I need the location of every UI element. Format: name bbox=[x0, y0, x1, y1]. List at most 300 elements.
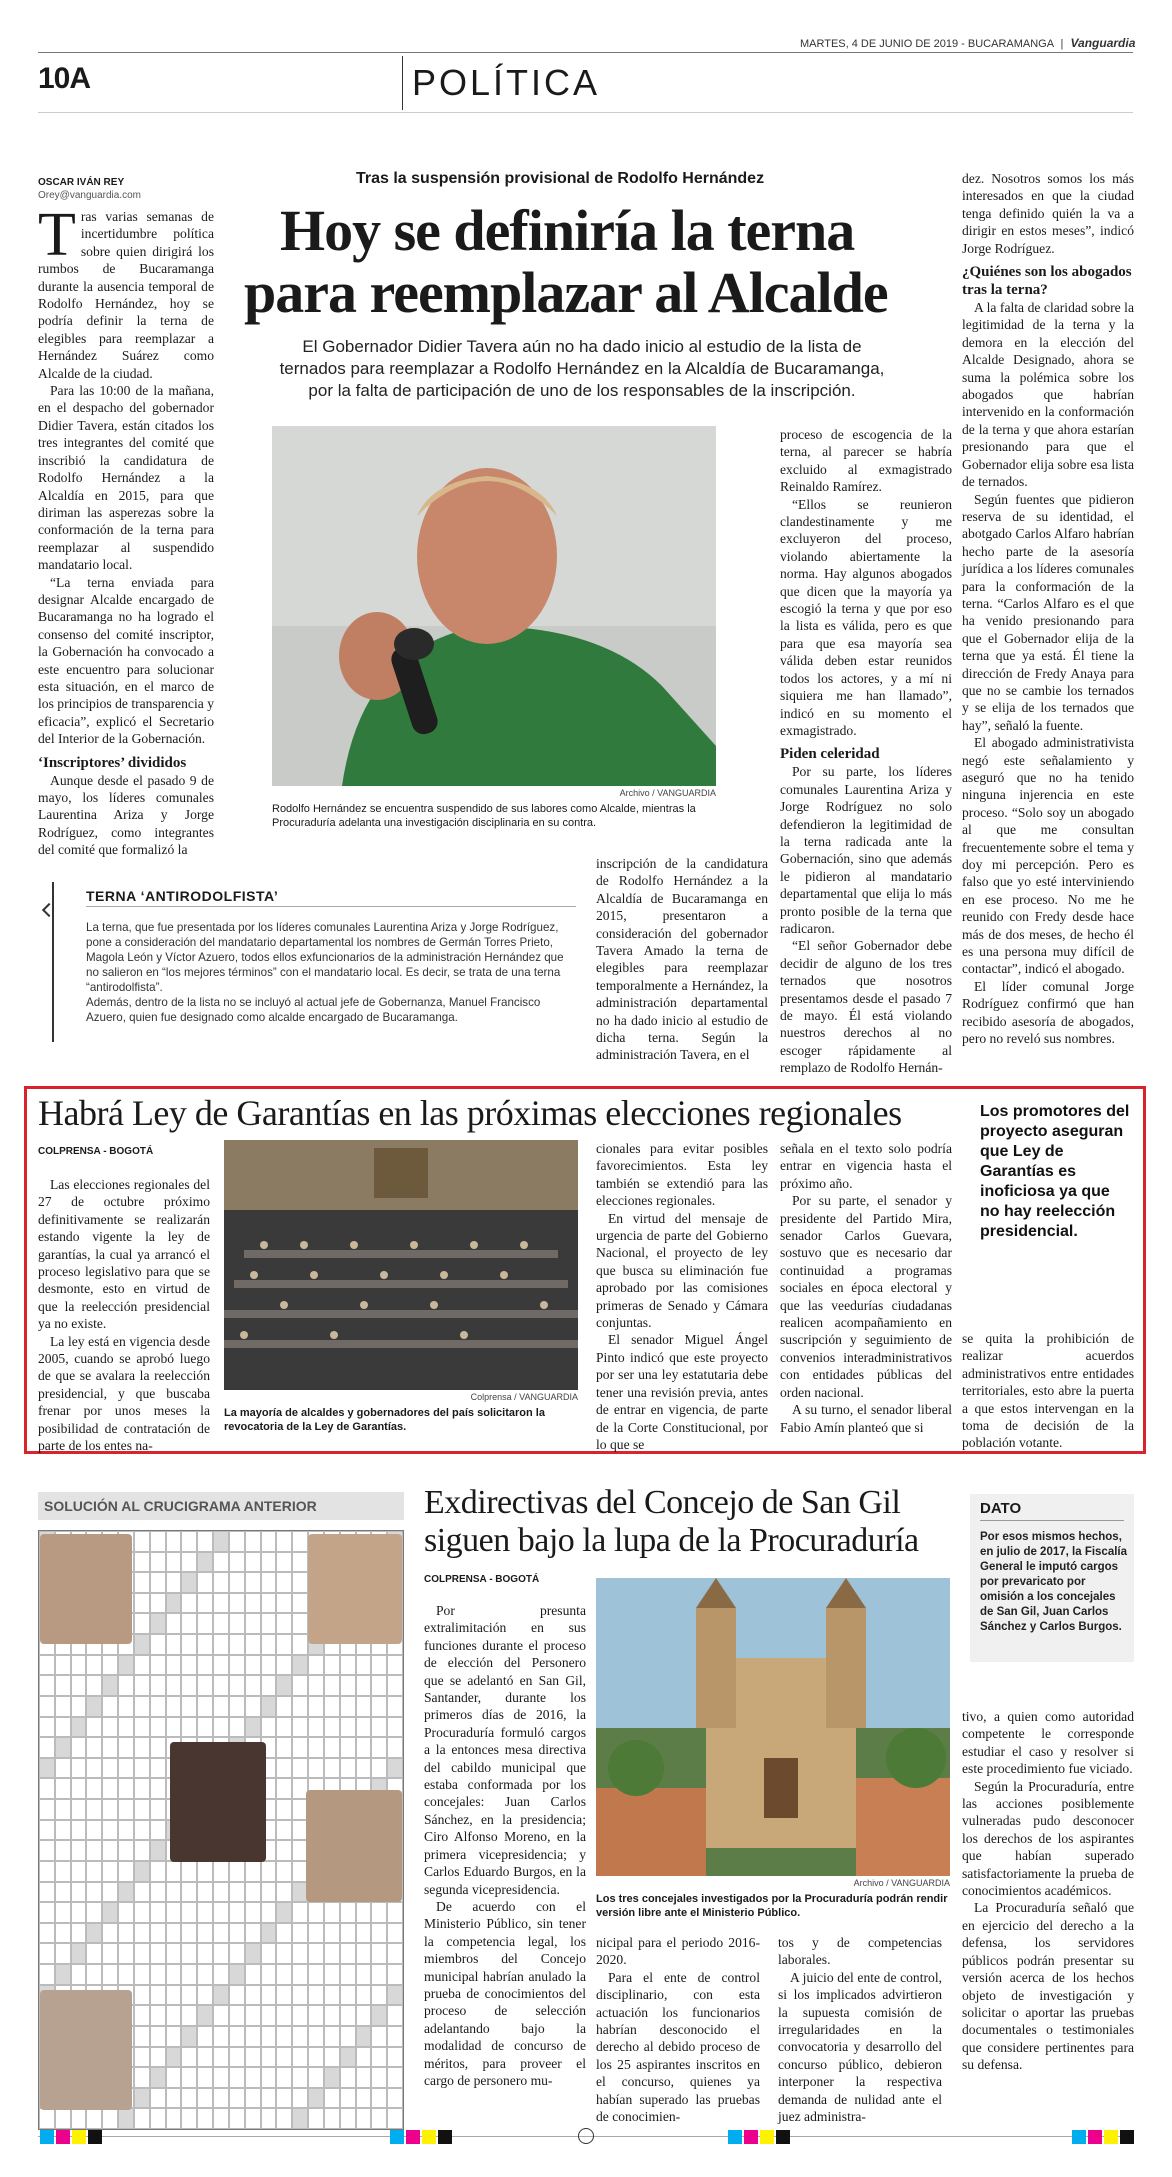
crossword-cell bbox=[292, 2047, 308, 2068]
crossword-cell bbox=[213, 1531, 229, 1552]
crossword-cell bbox=[213, 1861, 229, 1882]
crossword-cell bbox=[118, 1655, 134, 1676]
crossword-cell bbox=[371, 1696, 387, 1717]
crossword-cell bbox=[150, 1675, 166, 1696]
crossword-cell bbox=[371, 2047, 387, 2068]
crossword-cell bbox=[39, 1882, 55, 1903]
crossword-cell bbox=[71, 1923, 87, 1944]
crossword-cell bbox=[134, 1964, 150, 1985]
crossword-cell bbox=[356, 1985, 372, 2006]
crossword-cell bbox=[245, 1717, 261, 1738]
crossword-cell bbox=[39, 1675, 55, 1696]
crossword-cell bbox=[134, 1552, 150, 1573]
crossword-cell bbox=[229, 2108, 245, 2129]
crossword-cell bbox=[134, 2005, 150, 2026]
san-gil-photo-image bbox=[596, 1578, 950, 1876]
crossword-cell bbox=[229, 2088, 245, 2109]
crossword-cell bbox=[213, 1985, 229, 2006]
crossword-cell bbox=[292, 1964, 308, 1985]
crossword-cell bbox=[166, 2005, 182, 2026]
crossword-cell bbox=[55, 2108, 71, 2129]
crossword-cell bbox=[213, 1572, 229, 1593]
paragraph: En virtud del mensaje de urgencia de parte del Gobierno Nacional, el proyecto de ley que busca su eliminación fue aprobado por las comisiones primeras de Senado y Cámara conjuntas. bbox=[596, 1210, 768, 1331]
dato-rule bbox=[980, 1520, 1124, 1521]
crossword-cell bbox=[197, 1675, 213, 1696]
crossword-cell bbox=[387, 2005, 403, 2026]
crossword-cell bbox=[150, 1861, 166, 1882]
crossword-cell bbox=[118, 1696, 134, 1717]
crossword-cell bbox=[150, 1572, 166, 1593]
paragraph: cionales para evitar posibles favorecimientos. Esta ley también se extendió para las elecciones regionales. bbox=[596, 1141, 768, 1209]
crossword-cell bbox=[213, 2067, 229, 2088]
crossword-portrait-4 bbox=[306, 1790, 402, 1902]
crossword-cell bbox=[181, 2108, 197, 2129]
crossword-cell bbox=[166, 2047, 182, 2068]
crossword-cell bbox=[387, 1717, 403, 1738]
crossword-cell bbox=[371, 1923, 387, 1944]
crossword-cell bbox=[340, 1758, 356, 1779]
headline-line-2: siguen bajo la lupa de la Procuraduría bbox=[424, 1522, 919, 1559]
crossword-cell bbox=[356, 2108, 372, 2129]
headline-line-1: Hoy se definiría la terna bbox=[280, 198, 855, 263]
crossword-cell bbox=[229, 1675, 245, 1696]
crossword-cell bbox=[292, 1675, 308, 1696]
crossword-cell bbox=[213, 2088, 229, 2109]
header-rule-bottom bbox=[38, 112, 1133, 113]
crossword-cell bbox=[166, 1882, 182, 1903]
crossword-cell bbox=[371, 1964, 387, 1985]
crossword-cell bbox=[71, 2108, 87, 2129]
crossword-cell bbox=[150, 1758, 166, 1779]
crossword-cell bbox=[213, 1923, 229, 1944]
crossword-cell bbox=[356, 1696, 372, 1717]
crossword-cell bbox=[134, 1737, 150, 1758]
crossword-cell bbox=[150, 2026, 166, 2047]
crossword-portrait-5 bbox=[40, 1990, 132, 2110]
congress-photo bbox=[224, 1140, 578, 1390]
crossword-cell bbox=[292, 1696, 308, 1717]
article1-photo-caption: Rodolfo Hernández se encuentra suspendido de sus labores como Alcalde, mientras la Procuraduría adelanta una investigación disciplinaria en su contra. bbox=[272, 803, 696, 829]
subhead: Piden celeridad bbox=[780, 746, 880, 763]
crossword-cell bbox=[102, 1943, 118, 1964]
crossword-cell bbox=[134, 2026, 150, 2047]
article2-column-3 bbox=[596, 1140, 768, 1453]
crossword-cell bbox=[308, 2088, 324, 2109]
crossword-cell bbox=[245, 1613, 261, 1634]
crossword-cell bbox=[276, 2026, 292, 2047]
crossword-cell bbox=[245, 1593, 261, 1614]
paragraph: dez. Nosotros somos los más interesados en que la ciudad tenga definido quién la va a dirigir en estos meses”, indicó Jorge Rodríguez. bbox=[962, 171, 1134, 256]
crossword-cell bbox=[245, 1943, 261, 1964]
crossword-cell bbox=[387, 2047, 403, 2068]
crossword-cell bbox=[166, 1613, 182, 1634]
crossword-cell bbox=[39, 1861, 55, 1882]
crossword-cell bbox=[308, 1902, 324, 1923]
crossword-cell bbox=[134, 1758, 150, 1779]
crossword-cell bbox=[261, 1593, 277, 1614]
article2-column-1 bbox=[38, 1176, 210, 1455]
crossword-cell bbox=[102, 1717, 118, 1738]
crossword-cell bbox=[245, 1531, 261, 1552]
crossword-cell bbox=[118, 1737, 134, 1758]
crossword-cell bbox=[340, 1696, 356, 1717]
crossword-cell bbox=[213, 1696, 229, 1717]
crossword-cell bbox=[197, 1655, 213, 1676]
crossword-cell bbox=[276, 1717, 292, 1738]
paragraph: Por presunta extralimitación en sus funciones durante el proceso de elección del Personero que se adelantó en San Gil, Santander, durante los primeros días de 2016, la Procuraduría formuló cargos a la entonces mesa directiva del cabildo municipal que estaba conformada por los concejales: Juan Carlos Sánchez, en la presidencia; Ciro Alfonso Moreno, en la primera vicepresidencia; y Carlos Eduardo Burgos, en la segunda vicepresidencia. bbox=[424, 1603, 586, 1897]
crossword-cell bbox=[340, 1737, 356, 1758]
article3-headline bbox=[424, 1484, 984, 1560]
crossword-cell bbox=[197, 1861, 213, 1882]
article3-column-2 bbox=[596, 1934, 760, 2125]
crossword-cell bbox=[324, 2067, 340, 2088]
crossword-cell bbox=[181, 1923, 197, 1944]
crossword-cell bbox=[166, 2026, 182, 2047]
crossword-cell bbox=[324, 1985, 340, 2006]
section-title: POLÍTICA bbox=[412, 62, 601, 103]
crossword-cell bbox=[276, 1531, 292, 1552]
crossword-cell bbox=[245, 1923, 261, 1944]
crossword-cell bbox=[245, 1634, 261, 1655]
crossword-cell bbox=[118, 1778, 134, 1799]
paragraph: “Ellos se reunieron clandestinamente y me excluyeron del proceso, violando abiertamente la norma. Hay algunos abogados que dicen que la mayoría ya escogió la terna y que por eso la lista es válida, pero es que para que esa mayoría sea válida deben estar reunidos todos los actores, y a mí ni siquiera me han llamado”, indicó en su momento el exmagistrado. bbox=[780, 496, 952, 738]
crossword-cell bbox=[166, 1531, 182, 1552]
crossword-cell bbox=[356, 2067, 372, 2088]
crossword-cell bbox=[276, 1634, 292, 1655]
crossword-cell bbox=[356, 1902, 372, 1923]
article3-byline: COLPRENSA - BOGOTÁ bbox=[424, 1574, 540, 1585]
crossword-cell bbox=[308, 2108, 324, 2129]
crossword-cell bbox=[150, 1820, 166, 1841]
cmyk-swatch-black bbox=[776, 2130, 790, 2144]
cmyk-swatch-black bbox=[438, 2130, 452, 2144]
crossword-cell bbox=[261, 1634, 277, 1655]
crossword-cell bbox=[39, 1717, 55, 1738]
article2-byline: COLPRENSA - BOGOTÁ bbox=[38, 1146, 154, 1157]
crossword-cell bbox=[324, 1923, 340, 1944]
crossword-cell bbox=[276, 2005, 292, 2026]
crossword-cell bbox=[118, 2108, 134, 2129]
crossword-cell bbox=[324, 1943, 340, 1964]
crossword-cell bbox=[150, 1634, 166, 1655]
crossword-cell bbox=[229, 1964, 245, 1985]
paragraph: Para las 10:00 de la mañana, en el despacho del gobernador Didier Tavera, están citados los tres integrantes del comité que inscribió la candidatura de Rodolfo Hernández a la Alcaldía en 2015, para que diriman las asperezas sobre la conformación de la terna para reemplazar al suspendido mandatario local. bbox=[38, 383, 214, 573]
crossword-cell bbox=[261, 1655, 277, 1676]
crossword-cell bbox=[166, 2108, 182, 2129]
crossword-cell bbox=[387, 2108, 403, 2129]
crossword-cell bbox=[387, 2088, 403, 2109]
terna-box-title: TERNA ‘ANTIRODOLFISTA’ bbox=[86, 888, 279, 904]
paragraph: Por su parte, los líderes comunales Laurentina Ariza y Jorge Rodríguez no solo defendieron la legitimidad de la terna radicada ante la Gobernación, sino que además le pidieron al mandatario departamental que elija lo más pronto posible de la terna que radicaron. bbox=[780, 764, 952, 936]
article2-headline: Habrá Ley de Garantías en las próximas elecciones regionales bbox=[38, 1093, 902, 1133]
article2-column-5: se quita la prohibición de realizar acuerdos administrativos entre entidades territoriales, esto abre la puerta a que estos intervengan en la toma de decisión de la población votante. bbox=[962, 1331, 1134, 1451]
crossword-cell bbox=[387, 1902, 403, 1923]
crossword-cell bbox=[229, 1613, 245, 1634]
crossword-cell bbox=[371, 1675, 387, 1696]
crossword-cell bbox=[276, 1902, 292, 1923]
crossword-portrait-1 bbox=[40, 1534, 132, 1644]
paragraph: El abogado administrativista negó este señalamiento y aseguró que no ha tenido ninguna injerencia en este proceso. “Solo soy un abogado al que me consultan frecuentemente sobre el tema y doy mi percepción. Pero es falso que yo esté interviniendo en ese proceso. No me he reunido con Fredy desde hace más de dos meses, de hecho él es una persona muy difícil de contactar”, indicó el abogado. bbox=[962, 735, 1134, 977]
crossword-cell bbox=[245, 1882, 261, 1903]
crossword-cell bbox=[197, 1552, 213, 1573]
crossword-cell bbox=[197, 1572, 213, 1593]
crossword-cell bbox=[118, 1923, 134, 1944]
crossword-cell bbox=[308, 2026, 324, 2047]
crossword-cell bbox=[134, 1861, 150, 1882]
crossword-cell bbox=[150, 2108, 166, 2129]
crossword-cell bbox=[150, 1943, 166, 1964]
crossword-cell bbox=[324, 1964, 340, 1985]
crossword-cell bbox=[276, 1923, 292, 1944]
crossword-cell bbox=[71, 1861, 87, 1882]
crossword-cell bbox=[276, 1799, 292, 1820]
crossword-cell bbox=[229, 1923, 245, 1944]
crossword-cell bbox=[166, 1696, 182, 1717]
crossword-cell bbox=[166, 2088, 182, 2109]
crossword-cell bbox=[356, 1758, 372, 1779]
crossword-cell bbox=[229, 1552, 245, 1573]
cmyk-swatch-black bbox=[88, 2130, 102, 2144]
crossword-cell bbox=[229, 1655, 245, 1676]
crossword-cell bbox=[276, 2047, 292, 2068]
crossword-cell bbox=[150, 1552, 166, 1573]
paragraph: Por su parte, el senador y presidente del Partido Mira, senador Carlos Guevara, sostuvo que es necesario dar continuidad a programas sociales en época electoral y que las veedurías ciudadanas realicen acompañamiento en suscripción y seguimiento de convenios interadministrativos con entidades públicas del orden nacional. bbox=[780, 1193, 952, 1400]
crossword-cell bbox=[86, 1964, 102, 1985]
crossword-cell bbox=[276, 1696, 292, 1717]
crossword-cell bbox=[102, 1758, 118, 1779]
cmyk-swatch-magenta bbox=[1088, 2130, 1102, 2144]
crossword-cell bbox=[308, 1696, 324, 1717]
crossword-cell bbox=[371, 1655, 387, 1676]
crossword-cell bbox=[71, 1799, 87, 1820]
crossword-cell bbox=[324, 1696, 340, 1717]
crossword-cell bbox=[261, 2108, 277, 2129]
crossword-cell bbox=[324, 2108, 340, 2129]
crossword-cell bbox=[55, 1799, 71, 1820]
crossword-cell bbox=[245, 1861, 261, 1882]
crossword-cell bbox=[118, 1882, 134, 1903]
crossword-cell bbox=[292, 1572, 308, 1593]
crossword-cell bbox=[387, 1655, 403, 1676]
crossword-cell bbox=[245, 1696, 261, 1717]
crossword-cell bbox=[229, 1861, 245, 1882]
crossword-cell bbox=[55, 1696, 71, 1717]
crossword-cell bbox=[276, 1552, 292, 1573]
crossword-cell bbox=[276, 1985, 292, 2006]
crossword-cell bbox=[371, 2005, 387, 2026]
article1-headline bbox=[244, 200, 944, 324]
crossword-cell bbox=[213, 1655, 229, 1676]
crossword-cell bbox=[150, 1655, 166, 1676]
crossword-cell bbox=[213, 2047, 229, 2068]
crossword-cell bbox=[276, 1820, 292, 1841]
crossword-cell bbox=[213, 1634, 229, 1655]
crossword-cell bbox=[387, 1985, 403, 2006]
dato-text: Por esos mismos hechos, en julio de 2017, la Fiscalía General le imputó cargos por prevaricato por omisión a los concejales de San Gil, Juan Carlos Sánchez y Carlos Burgos. bbox=[980, 1531, 1128, 1633]
crossword-cell bbox=[86, 1882, 102, 1903]
crossword-cell bbox=[197, 1943, 213, 1964]
crossword-cell bbox=[229, 1985, 245, 2006]
crossword-cell bbox=[134, 2108, 150, 2129]
crossword-cell bbox=[292, 1943, 308, 1964]
crossword-cell bbox=[181, 1675, 197, 1696]
crossword-cell bbox=[292, 1655, 308, 1676]
crossword-cell bbox=[387, 2026, 403, 2047]
crossword-cell bbox=[150, 1923, 166, 1944]
crossword-cell bbox=[102, 1799, 118, 1820]
crossword-cell bbox=[276, 2108, 292, 2129]
crossword-cell bbox=[118, 1799, 134, 1820]
crossword-cell bbox=[261, 1902, 277, 1923]
crossword-cell bbox=[197, 1613, 213, 1634]
crossword-cell bbox=[39, 1923, 55, 1944]
crossword-cell bbox=[213, 1943, 229, 1964]
article3-photo-caption: Los tres concejales investigados por la Procuraduría podrán rendir versión libre ante el Ministerio Público. bbox=[596, 1893, 948, 1919]
crossword-cell bbox=[229, 2005, 245, 2026]
crossword-cell bbox=[86, 1758, 102, 1779]
congress-photo-image bbox=[224, 1140, 578, 1390]
paragraph: ras varias semanas de incertidumbre política sobre quien dirigirá los rumbos de Bucaramanga durante la ausencia temporal de Rodolfo Hernández, hoy se podría definir la terna de elegibles para reemplazar a Hernández Suárez como Alcalde de la ciudad. bbox=[38, 209, 214, 381]
crossword-cell bbox=[71, 1882, 87, 1903]
crossword-cell bbox=[166, 2067, 182, 2088]
crossword-cell bbox=[150, 1613, 166, 1634]
paragraph: Aunque desde el pasado 9 de mayo, los líderes comunales Laurentina Ariza y Jorge Rodríguez, como integrantes del comité que formalizó la bbox=[38, 772, 214, 858]
brand-name: Vanguardia bbox=[1070, 36, 1136, 50]
crossword-cell bbox=[324, 2026, 340, 2047]
crossword-cell bbox=[356, 1655, 372, 1676]
crossword-cell bbox=[134, 1943, 150, 1964]
crossword-cell bbox=[39, 1778, 55, 1799]
crossword-cell bbox=[150, 1737, 166, 1758]
crossword-cell bbox=[181, 1882, 197, 1903]
cmyk-swatch-cyan bbox=[1072, 2130, 1086, 2144]
crossword-cell bbox=[356, 2047, 372, 2068]
crossword-cell bbox=[371, 1717, 387, 1738]
section-divider bbox=[402, 56, 403, 110]
crossword-cell bbox=[181, 1717, 197, 1738]
crossword-cell bbox=[261, 2088, 277, 2109]
crossword-cell bbox=[71, 1778, 87, 1799]
crossword-cell bbox=[308, 1655, 324, 1676]
crossword-cell bbox=[86, 2108, 102, 2129]
crossword-cell bbox=[71, 1964, 87, 1985]
paragraph: La terna, que fue presentada por los líderes comunales Laurentina Ariza y Jorge Rodríguez, pone a consideración del mandatario departamental los nombres de Germán Torres Prieto, Magola León y Víctor Azuero, todos ellos exfuncionarios de la administración Hernández que no salieron en “los mejores términos” con el mandatario local. Es decir, se trata de una terna “antirodolfista”. bbox=[86, 921, 564, 994]
article1-kicker: Tras la suspensión provisional de Rodolfo Hernández bbox=[356, 170, 765, 187]
crossword-cell bbox=[261, 1531, 277, 1552]
crossword-cell bbox=[245, 2067, 261, 2088]
footer-registration-mark bbox=[578, 2128, 594, 2144]
article2-pull-quote: Los promotores del proyecto aseguran que Ley de Garantías es inoficiosa ya que no hay reelección presidencial. bbox=[980, 1103, 1130, 1240]
crossword-cell bbox=[292, 1902, 308, 1923]
crossword-cell bbox=[150, 1799, 166, 1820]
crossword-cell bbox=[245, 1675, 261, 1696]
crossword-cell bbox=[102, 1861, 118, 1882]
crossword-cell bbox=[134, 1655, 150, 1676]
crossword-cell bbox=[292, 1923, 308, 1944]
crossword-cell bbox=[292, 2088, 308, 2109]
crossword-cell bbox=[197, 2088, 213, 2109]
crossword-cell bbox=[276, 1778, 292, 1799]
paragraph: proceso de escogencia de la terna, al parecer se habría excluido al exmagistrado Reinaldo Ramírez. bbox=[780, 427, 952, 495]
crossword-cell bbox=[276, 2067, 292, 2088]
crossword-cell bbox=[181, 1655, 197, 1676]
crossword-cell bbox=[181, 2047, 197, 2068]
crossword-cell bbox=[181, 1531, 197, 1552]
crossword-cell bbox=[308, 2005, 324, 2026]
crossword-cell bbox=[197, 1696, 213, 1717]
crossword-title: SOLUCIÓN AL CRUCIGRAMA ANTERIOR bbox=[44, 1498, 317, 1514]
crossword-cell bbox=[213, 2108, 229, 2129]
crossword-cell bbox=[55, 1861, 71, 1882]
crossword-cell bbox=[86, 1923, 102, 1944]
crossword-cell bbox=[292, 2026, 308, 2047]
crossword-cell bbox=[261, 1613, 277, 1634]
crossword-cell bbox=[308, 1675, 324, 1696]
crossword-cell bbox=[181, 1985, 197, 2006]
crossword-cell bbox=[39, 1964, 55, 1985]
crossword-cell bbox=[340, 1943, 356, 1964]
crossword-cell bbox=[356, 1675, 372, 1696]
cmyk-swatch-cyan bbox=[728, 2130, 742, 2144]
crossword-cell bbox=[324, 1675, 340, 1696]
crossword-cell bbox=[371, 1985, 387, 2006]
crossword-cell bbox=[134, 1593, 150, 1614]
crossword-cell bbox=[181, 2005, 197, 2026]
crossword-cell bbox=[150, 1985, 166, 2006]
crossword-cell bbox=[276, 1758, 292, 1779]
terna-box-title-rule bbox=[86, 906, 576, 907]
crossword-cell bbox=[102, 1737, 118, 1758]
crossword-cell bbox=[150, 2047, 166, 2068]
subhead: ¿Quiénes son los abogados tras la terna? bbox=[962, 264, 1132, 299]
crossword-cell bbox=[102, 1675, 118, 1696]
article1-column-1 bbox=[38, 201, 214, 859]
article2-column-4 bbox=[780, 1140, 952, 1436]
crossword-cell bbox=[181, 1552, 197, 1573]
dato-title: DATO bbox=[980, 1500, 1022, 1517]
crossword-cell bbox=[308, 1964, 324, 1985]
crossword-cell bbox=[197, 1593, 213, 1614]
crossword-cell bbox=[308, 2047, 324, 2068]
crossword-cell bbox=[340, 1717, 356, 1738]
header-rule bbox=[38, 52, 1133, 53]
crossword-cell bbox=[308, 1985, 324, 2006]
crossword-cell bbox=[340, 1675, 356, 1696]
crossword-cell bbox=[213, 1613, 229, 1634]
crossword-cell bbox=[229, 1882, 245, 1903]
crossword-cell bbox=[150, 1964, 166, 1985]
crossword-cell bbox=[71, 1820, 87, 1841]
crossword-cell bbox=[276, 1613, 292, 1634]
crossword-cell bbox=[261, 2067, 277, 2088]
crossword-cell bbox=[371, 1758, 387, 1779]
crossword-cell bbox=[102, 1902, 118, 1923]
crossword-cell bbox=[71, 1696, 87, 1717]
crossword-cell bbox=[197, 2047, 213, 2068]
crossword-cell bbox=[197, 1964, 213, 1985]
crossword-cell bbox=[150, 1717, 166, 1738]
crossword-cell bbox=[55, 1655, 71, 1676]
crossword-cell bbox=[197, 1634, 213, 1655]
crossword-cell bbox=[150, 2088, 166, 2109]
crossword-cell bbox=[166, 1943, 182, 1964]
crossword-cell bbox=[181, 1943, 197, 1964]
crossword-cell bbox=[213, 1593, 229, 1614]
article1-column-3: inscripción de la candidatura de Rodolfo Hernández a la Alcaldía de Bucaramanga en 2015, presentaron a consideración del gobernador Tavera Amado la terna de elegibles para reemplazar temporalmente a Hernández, la administración departamental no ha dado inicio al estudio de dicha terna. Según la administración Tavera, en el bbox=[596, 856, 768, 1063]
crossword-cell bbox=[292, 1634, 308, 1655]
crossword-cell bbox=[102, 2108, 118, 2129]
crossword-cell bbox=[166, 1572, 182, 1593]
